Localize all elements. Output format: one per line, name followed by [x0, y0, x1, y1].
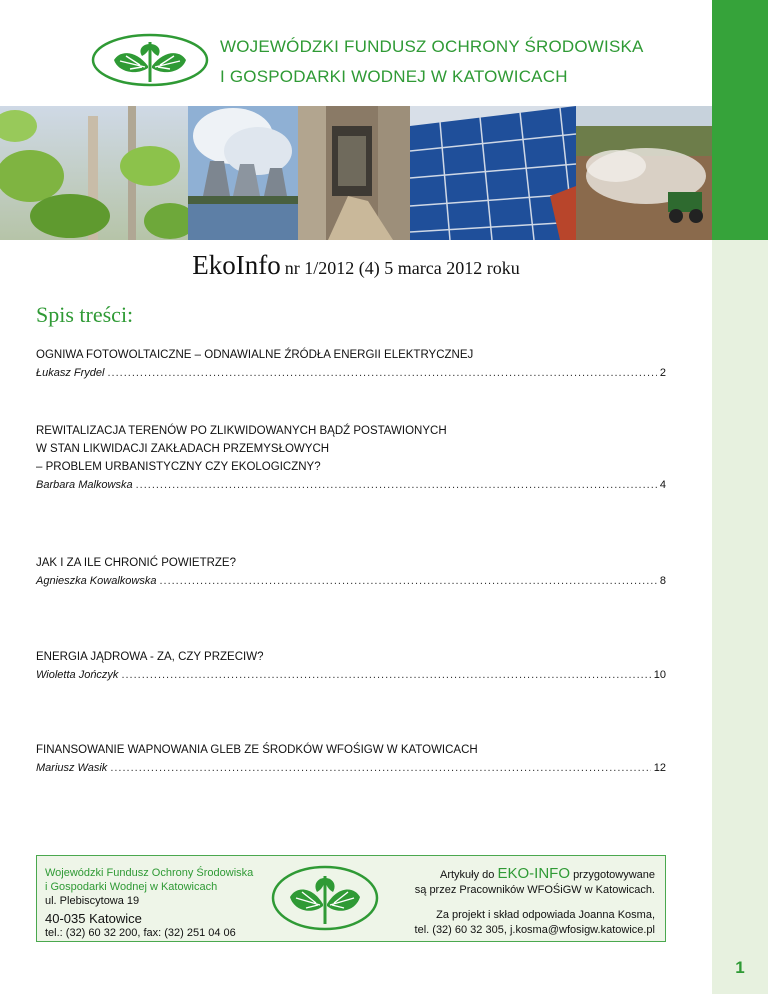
dot-leader: [159, 572, 656, 590]
page-number: 1: [735, 958, 745, 977]
footer-design-line2: tel. (32) 60 32 305, j.kosma@wfosigw.katowice.pl: [414, 924, 655, 936]
dot-leader: [136, 476, 657, 494]
footer-city: 40-035 Katowice: [45, 911, 142, 926]
toc-entry[interactable]: [36, 554, 666, 590]
toc-entry-title: W STAN LIKWIDACJI ZAKŁADACH PRZEMYSŁOWYCH: [36, 443, 330, 455]
toc-entry-author-row: [36, 666, 666, 684]
toc-entry-title: – PROBLEM URBANISTYCZNY CZY EKOLOGICZNY?: [36, 461, 321, 473]
footer-design-line1: Za projekt i skład odpowiada Joanna Kosma,: [436, 909, 655, 921]
issue-details: nr 1/2012 (4) 5 marca 2012 roku: [284, 258, 520, 278]
toc-entry-title: REWITALIZACJA TERENÓW PO ZLIKWIDOWANYCH BĄDŹ POSTAWIONYCH: [36, 425, 447, 437]
toc-entry-page: 4: [659, 479, 666, 491]
toc-entry-author: Agnieszka Kowalkowska: [36, 575, 157, 587]
toc-entry-author-row: [36, 759, 666, 777]
organization-title-line1: WOJEWÓDZKI FUNDUSZ OCHRONY ŚRODOWISKA: [220, 37, 644, 56]
photo-liming-field: [576, 106, 712, 240]
sidebar-strip-accent: [712, 0, 768, 240]
issue-title: EkoInfo: [192, 250, 281, 280]
toc-entry[interactable]: [36, 422, 666, 494]
photo-derelict-building: [298, 106, 410, 240]
footer-org-line1: Wojewódzki Fundusz Ochrony Środowiska: [45, 867, 254, 879]
toc-entry[interactable]: [36, 648, 666, 684]
toc-entry-page: 2: [659, 367, 666, 379]
toc-entry-author-row: [36, 476, 666, 494]
footer-street: ul. Plebiscytowa 19: [45, 895, 140, 907]
footer-articles-line2: są przez Pracowników WFOŚiGW w Katowicach.: [414, 884, 655, 896]
footer-ekoinfo-brand: EKO-INFO: [497, 865, 570, 882]
toc-entry-author: Mariusz Wasik: [36, 762, 108, 774]
toc-entry-author-row: [36, 572, 666, 590]
toc-entry-author: Wioletta Jończyk: [36, 669, 119, 681]
photo-banner: [0, 106, 712, 240]
toc-entry-author: Barbara Malkowska: [36, 479, 133, 491]
toc-entry[interactable]: [36, 741, 666, 777]
issue-header: [0, 250, 712, 281]
photo-cooling-towers: [188, 106, 298, 240]
toc-entry-author: Łukasz Frydel: [36, 367, 105, 379]
footer-credits: [395, 866, 655, 938]
organization-title: [220, 32, 644, 92]
toc-entry-author-row: [36, 364, 666, 382]
linden-leaves-emblem-icon: [90, 32, 210, 88]
toc-entry-page: 8: [659, 575, 666, 587]
toc-heading: Spis treści:: [36, 302, 134, 327]
organization-title-line2: I GOSPODARKI WODNEJ W KATOWICACH: [220, 67, 568, 86]
footer-contact-box: [36, 855, 666, 942]
photo-solar-panels: [410, 106, 576, 240]
toc-entry-title: JAK I ZA ILE CHRONIĆ POWIETRZE?: [36, 557, 237, 569]
dot-leader: [110, 759, 650, 777]
toc-entry-title: ENERGIA JĄDROWA - ZA, CZY PRZECIW?: [36, 651, 264, 663]
footer-address: [45, 866, 253, 940]
linden-leaves-emblem-icon: [270, 864, 380, 932]
dot-leader: [107, 364, 656, 382]
toc-entry-page: 10: [653, 669, 666, 681]
photo-birch-leaves: [0, 106, 188, 240]
toc-entry-page: 12: [653, 762, 666, 774]
footer-phones: tel.: (32) 60 32 200, fax: (32) 251 04 06: [45, 927, 236, 939]
footer-org-line2: i Gospodarki Wodnej w Katowicach: [45, 881, 218, 893]
dot-leader: [121, 666, 650, 684]
footer-articles-prefix: Artykuły do: [440, 869, 495, 881]
footer-articles-suffix: przygotowywane: [573, 869, 655, 881]
toc-entry-title: FINANSOWANIE WAPNOWANIA GLEB ZE ŚRODKÓW WFOŚIGW W KATOWICACH: [36, 744, 478, 756]
toc-entry[interactable]: [36, 346, 666, 382]
toc-entry-title: OGNIWA FOTOWOLTAICZNE – ODNAWIALNE ŹRÓDŁA ENERGII ELEKTRYCZNEJ: [36, 349, 474, 361]
